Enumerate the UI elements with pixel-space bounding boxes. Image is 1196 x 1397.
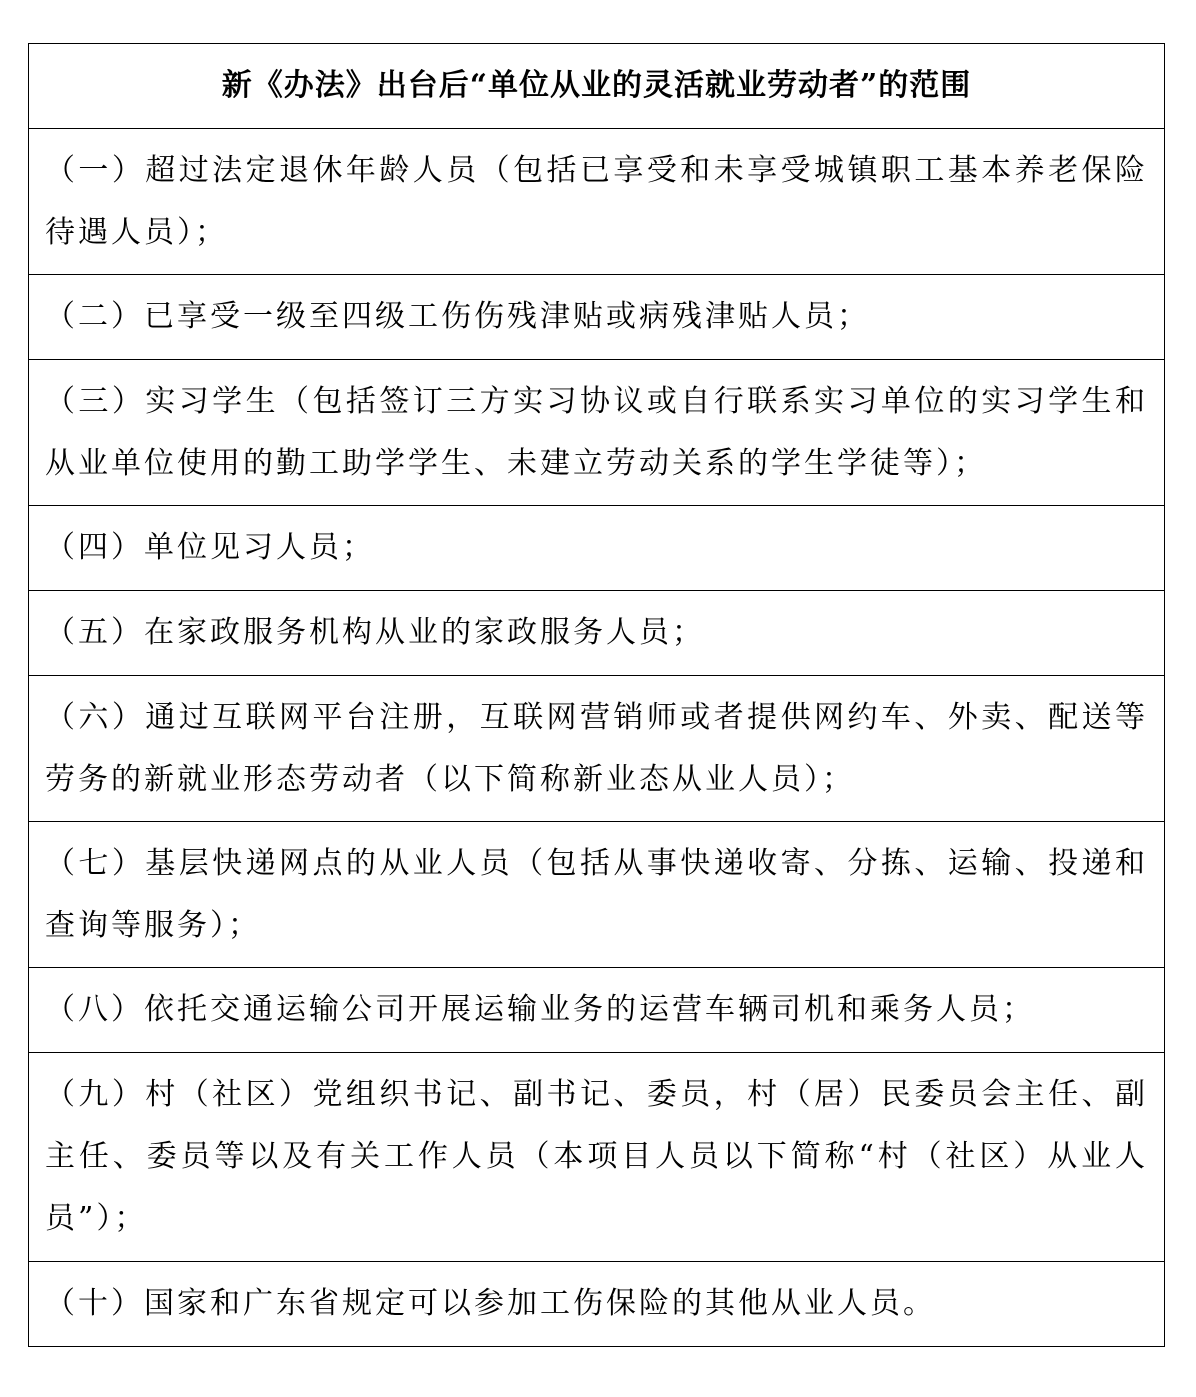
scope-table xyxy=(28,43,1165,1347)
table-header-row xyxy=(29,44,1165,129)
item-8: （八）依托交通运输公司开展运输业务的运营车辆司机和乘务人员； xyxy=(29,968,1165,1053)
item-6: （六）通过互联网平台注册，互联网营销师或者提供网约车、外卖、配送等劳务的新就业形态劳动者（以下简称新业态从业人员）； xyxy=(29,676,1165,822)
item-4: （四）单位见习人员； xyxy=(29,506,1165,591)
table-row xyxy=(29,591,1165,676)
table-row xyxy=(29,129,1165,275)
item-9: （九）村（社区）党组织书记、副书记、委员，村（居）民委员会主任、副主任、委员等以及有关工作人员（本项目人员以下简称“村（社区）从业人员”）； xyxy=(29,1053,1165,1262)
table-row xyxy=(29,360,1165,506)
table-title: 新《办法》出台后“单位从业的灵活就业劳动者”的范围 xyxy=(29,44,1165,129)
item-7: （七）基层快递网点的从业人员（包括从事快递收寄、分拣、运输、投递和查询等服务）； xyxy=(29,822,1165,968)
item-3: （三）实习学生（包括签订三方实习协议或自行联系实习单位的实习学生和从业单位使用的勤工助学学生、未建立劳动关系的学生学徒等）； xyxy=(29,360,1165,506)
table-row xyxy=(29,968,1165,1053)
table-row xyxy=(29,275,1165,360)
item-2: （二）已享受一级至四级工伤伤残津贴或病残津贴人员； xyxy=(29,275,1165,360)
table-row xyxy=(29,676,1165,822)
item-5: （五）在家政服务机构从业的家政服务人员； xyxy=(29,591,1165,676)
table-row xyxy=(29,822,1165,968)
item-1: （一）超过法定退休年龄人员（包括已享受和未享受城镇职工基本养老保险待遇人员）； xyxy=(29,129,1165,275)
table-row xyxy=(29,506,1165,591)
item-10: （十）国家和广东省规定可以参加工伤保险的其他从业人员。 xyxy=(29,1262,1165,1347)
table-row xyxy=(29,1262,1165,1347)
table-row xyxy=(29,1053,1165,1262)
